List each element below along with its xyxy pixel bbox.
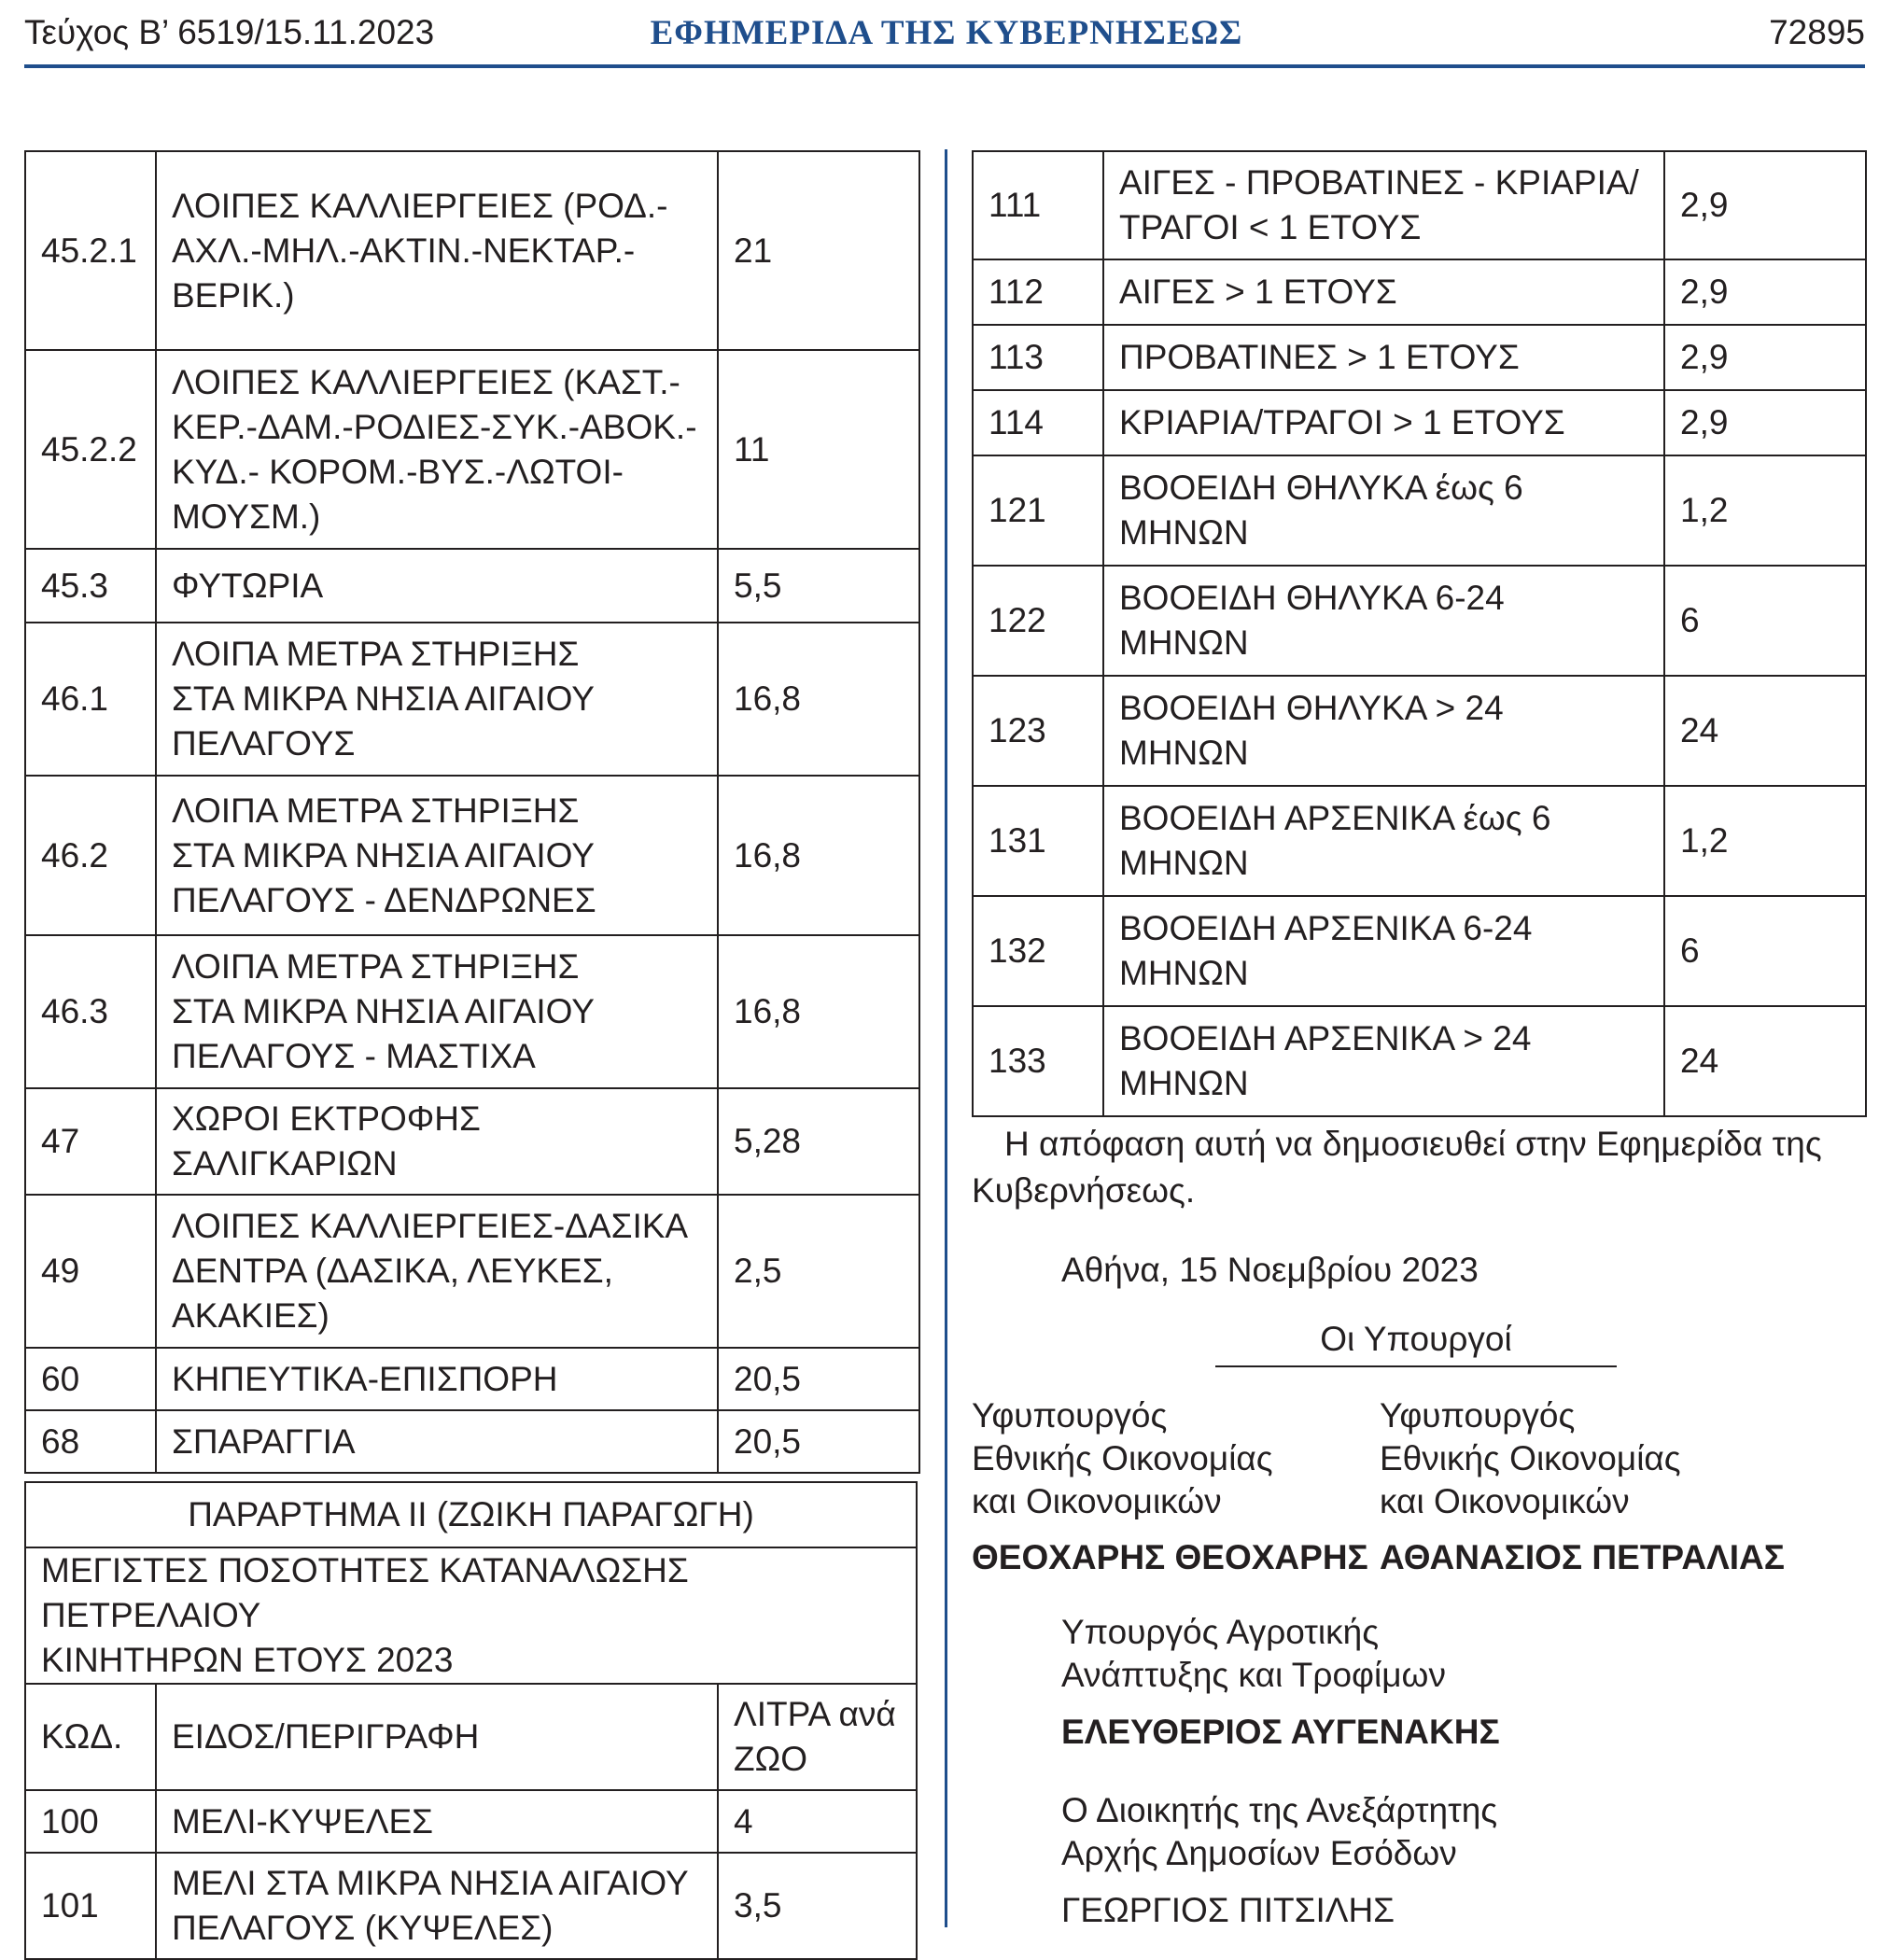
row-description: ΠΡΟΒΑΤΙΝΕΣ > 1 ΕΤΟΥΣ xyxy=(1103,325,1664,390)
row-code: 132 xyxy=(973,896,1103,1006)
row-value: 6 xyxy=(1664,896,1866,1006)
row-code: 47 xyxy=(25,1088,156,1195)
table-row xyxy=(973,1006,1866,1116)
signatory-name: ΓΕΩΡΓΙΟΣ ΠΙΤΣΙΛΗΣ xyxy=(1061,1891,1395,1929)
row-description: ΑΙΓΕΣ > 1 ΕΤΟΥΣ xyxy=(1103,259,1664,325)
annex-title-row xyxy=(25,1482,917,1547)
column-header-liters: ΛΙΤΡΑ ανά ΖΩΟ xyxy=(718,1684,917,1790)
table-row xyxy=(973,896,1866,1006)
row-value: 16,8 xyxy=(718,935,919,1088)
row-code: 131 xyxy=(973,786,1103,896)
row-code: 45.3 xyxy=(25,549,156,623)
column-header-code: ΚΩΔ. xyxy=(25,1684,156,1790)
signatory-name: ΕΛΕΥΘΕΡΙΟΣ ΑΥΓΕΝΑΚΗΣ xyxy=(1061,1713,1500,1751)
ministers-heading: Οι Υπουργοί xyxy=(1320,1320,1512,1358)
header-rule xyxy=(24,64,1865,68)
row-description: ΚΡΙΑΡΙΑ/ΤΡΑΓΟΙ > 1 ΕΤΟΥΣ xyxy=(1103,390,1664,455)
row-value: 20,5 xyxy=(718,1410,919,1473)
row-code: 114 xyxy=(973,390,1103,455)
row-value: 5,28 xyxy=(718,1088,919,1195)
row-description: ΒΟΟΕΙΔΗ ΘΗΛΥΚΑ έως 6 ΜΗΝΩΝ xyxy=(1103,455,1664,566)
signatory-role: Υφυπουργός Εθνικής Οικονομίας και Οικονομικών xyxy=(972,1396,1273,1520)
row-description: ΚΗΠΕΥΤΙΚΑ-ΕΠΙΣΠΟΡΗ xyxy=(156,1348,718,1410)
ministers-rule xyxy=(1215,1365,1617,1367)
row-description: ΜΕΛΙ-ΚΥΨΕΛΕΣ xyxy=(156,1790,718,1853)
row-description: ΜΕΛΙ ΣΤΑ ΜΙΚΡΑ ΝΗΣΙΑ ΑΙΓΑΙΟΥ ΠΕΛΑΓΟΥΣ (ΚΥΨΕΛΕΣ) xyxy=(156,1853,718,1959)
row-code: 60 xyxy=(25,1348,156,1410)
row-code: 46.1 xyxy=(25,623,156,776)
row-description: ΦΥΤΩΡΙΑ xyxy=(156,549,718,623)
signatory-role: Υφυπουργός Εθνικής Οικονομίας και Οικονομικών xyxy=(1380,1396,1681,1520)
row-description: ΛΟΙΠΑ ΜΕΤΡΑ ΣΤΗΡΙΞΗΣ ΣΤΑ ΜΙΚΡΑ ΝΗΣΙΑ ΑΙΓΑΙΟΥ ΠΕΛΑΓΟΥΣ - ΔΕΝΔΡΩΝΕΣ xyxy=(156,776,718,935)
row-description: ΒΟΟΕΙΔΗ ΑΡΣΕΝΙΚΑ έως 6 ΜΗΝΩΝ xyxy=(1103,786,1664,896)
signatory-name: ΘΕΟΧΑΡΗΣ ΘΕΟΧΑΡΗΣ xyxy=(972,1538,1368,1576)
row-value: 5,5 xyxy=(718,549,919,623)
table-row xyxy=(25,623,919,776)
row-description: ΒΟΟΕΙΔΗ ΑΡΣΕΝΙΚΑ > 24 ΜΗΝΩΝ xyxy=(1103,1006,1664,1116)
table-row xyxy=(25,1410,919,1473)
row-description: ΛΟΙΠΑ ΜΕΤΡΑ ΣΤΗΡΙΞΗΣ ΣΤΑ ΜΙΚΡΑ ΝΗΣΙΑ ΑΙΓΑΙΟΥ ΠΕΛΑΓΟΥΣ - ΜΑΣΤΙΧΑ xyxy=(156,935,718,1088)
row-value: 1,2 xyxy=(1664,455,1866,566)
row-value: 16,8 xyxy=(718,623,919,776)
row-description: ΑΙΓΕΣ - ΠΡΟΒΑΤΙΝΕΣ - ΚΡΙΑΡΙΑ/ ΤΡΑΓΟΙ < 1 ΕΤΟΥΣ xyxy=(1103,151,1664,259)
row-value: 3,5 xyxy=(718,1853,917,1959)
table-row xyxy=(973,325,1866,390)
crops-fuel-table xyxy=(24,150,920,1474)
row-value: 20,5 xyxy=(718,1348,919,1410)
table-row xyxy=(25,350,919,549)
row-code: 45.2.1 xyxy=(25,151,156,350)
row-description: ΒΟΟΕΙΔΗ ΘΗΛΥΚΑ > 24 ΜΗΝΩΝ xyxy=(1103,676,1664,786)
row-code: 111 xyxy=(973,151,1103,259)
row-description: ΣΠΑΡΑΓΓΙΑ xyxy=(156,1410,718,1473)
table-row xyxy=(25,1088,919,1195)
publish-note-line2: Κυβερνήσεως. xyxy=(972,1171,1196,1210)
issue-number: Τεύχος Β’ 6519/15.11.2023 xyxy=(24,13,435,51)
row-value: 11 xyxy=(718,350,919,549)
row-description: ΒΟΟΕΙΔΗ ΘΗΛΥΚΑ 6-24 ΜΗΝΩΝ xyxy=(1103,566,1664,676)
row-value: 2,9 xyxy=(1664,259,1866,325)
gazette-title: ΕΦΗΜΕΡΙΔΑ ΤΗΣ ΚΥΒΕΡΝΗΣΕΩΣ xyxy=(650,14,1243,52)
row-description: ΒΟΟΕΙΔΗ ΑΡΣΕΝΙΚΑ 6-24 ΜΗΝΩΝ xyxy=(1103,896,1664,1006)
signatory-role: Ο Διοικητής της Ανεξάρτητης Αρχής Δημοσίων Εσόδων xyxy=(1061,1791,1498,1872)
row-value: 2,5 xyxy=(718,1195,919,1348)
row-description: ΧΩΡΟΙ ΕΚΤΡΟΦΗΣ ΣΑΛΙΓΚΑΡΙΩΝ xyxy=(156,1088,718,1195)
row-code: 101 xyxy=(25,1853,156,1959)
table-row xyxy=(973,390,1866,455)
row-code: 121 xyxy=(973,455,1103,566)
row-code: 45.2.2 xyxy=(25,350,156,549)
signatory-role: Υπουργός Αγροτικής Ανάπτυξης και Τροφίμων xyxy=(1061,1613,1446,1694)
row-code: 133 xyxy=(973,1006,1103,1116)
signatory-name: ΑΘΑΝΑΣΙΟΣ ΠΕΤΡΑΛΙΑΣ xyxy=(1380,1538,1785,1576)
row-code: 100 xyxy=(25,1790,156,1853)
row-description: ΛΟΙΠΑ ΜΕΤΡΑ ΣΤΗΡΙΞΗΣ ΣΤΑ ΜΙΚΡΑ ΝΗΣΙΑ ΑΙΓΑΙΟΥ ΠΕΛΑΓΟΥΣ xyxy=(156,623,718,776)
table-row xyxy=(25,1348,919,1410)
column-divider xyxy=(945,149,947,1927)
row-value: 2,9 xyxy=(1664,390,1866,455)
row-value: 24 xyxy=(1664,676,1866,786)
column-header-description: ΕΙΔΟΣ/ΠΕΡΙΓΡΑΦΗ xyxy=(156,1684,718,1790)
table-row xyxy=(25,1195,919,1348)
row-description: ΛΟΙΠΕΣ ΚΑΛΛΙΕΡΓΕΙΕΣ-ΔΑΣΙΚΑ ΔΕΝΤΡΑ (ΔΑΣΙΚΑ, ΛΕΥΚΕΣ, ΑΚΑΚΙΕΣ) xyxy=(156,1195,718,1348)
row-value: 4 xyxy=(718,1790,917,1853)
table-row xyxy=(25,1790,917,1853)
place-date: Αθήνα, 15 Νοεμβρίου 2023 xyxy=(1061,1251,1479,1289)
annex-subtitle: ΜΕΓΙΣΤΕΣ ΠΟΣΟΤΗΤΕΣ ΚΑΤΑΝΑΛΩΣΗΣ ΠΕΤΡΕΛΑΙΟΥ ΚΙΝΗΤΗΡΩΝ ΕΤΟΥΣ 2023 xyxy=(25,1547,917,1684)
table-row xyxy=(973,455,1866,566)
row-description: ΛΟΙΠΕΣ ΚΑΛΛΙΕΡΓΕΙΕΣ (ΚΑΣΤ.- ΚΕΡ.-ΔΑΜ.-ΡΟΔΙΕΣ-ΣΥΚ.-ΑΒΟΚ.- ΚΥΔ.- ΚΟΡΟΜ.-ΒΥΣ.-ΛΩΤΟΙ- ΜΟΥΣΜ.) xyxy=(156,350,718,549)
table-row xyxy=(973,151,1866,259)
row-value: 2,9 xyxy=(1664,325,1866,390)
table-row xyxy=(25,1853,917,1959)
table-row xyxy=(25,935,919,1088)
row-code: 46.3 xyxy=(25,935,156,1088)
row-value: 21 xyxy=(718,151,919,350)
annex-header-row xyxy=(25,1684,917,1790)
row-description: ΛΟΙΠΕΣ ΚΑΛΛΙΕΡΓΕΙΕΣ (ΡΟΔ.- ΑΧΛ.-ΜΗΛ.-ΑΚΤΙΝ.-ΝΕΚΤΑΡ.- ΒΕΡΙΚ.) xyxy=(156,151,718,350)
table-row xyxy=(973,786,1866,896)
table-row xyxy=(25,549,919,623)
table-row xyxy=(25,151,919,350)
annex-subtitle-row xyxy=(25,1547,917,1684)
annex-title: ΠΑΡΑΡΤΗΜΑ ΙΙ (ΖΩΙΚΗ ΠΑΡΑΓΩΓΗ) xyxy=(25,1482,917,1547)
row-code: 46.2 xyxy=(25,776,156,935)
row-code: 122 xyxy=(973,566,1103,676)
row-code: 49 xyxy=(25,1195,156,1348)
row-value: 2,9 xyxy=(1664,151,1866,259)
table-row xyxy=(973,566,1866,676)
table-row xyxy=(973,259,1866,325)
row-code: 123 xyxy=(973,676,1103,786)
row-value: 1,2 xyxy=(1664,786,1866,896)
table-row xyxy=(25,776,919,935)
publish-note-line1: Η απόφαση αυτή να δημοσιευθεί στην Εφημερίδα της xyxy=(1004,1125,1822,1163)
page-number: 72895 xyxy=(1769,13,1865,51)
row-value: 16,8 xyxy=(718,776,919,935)
row-value: 24 xyxy=(1664,1006,1866,1116)
livestock-fuel-table xyxy=(972,150,1867,1117)
row-code: 113 xyxy=(973,325,1103,390)
row-code: 112 xyxy=(973,259,1103,325)
row-code: 68 xyxy=(25,1410,156,1473)
table-row xyxy=(973,676,1866,786)
annex-ii-table xyxy=(24,1481,918,1960)
row-value: 6 xyxy=(1664,566,1866,676)
